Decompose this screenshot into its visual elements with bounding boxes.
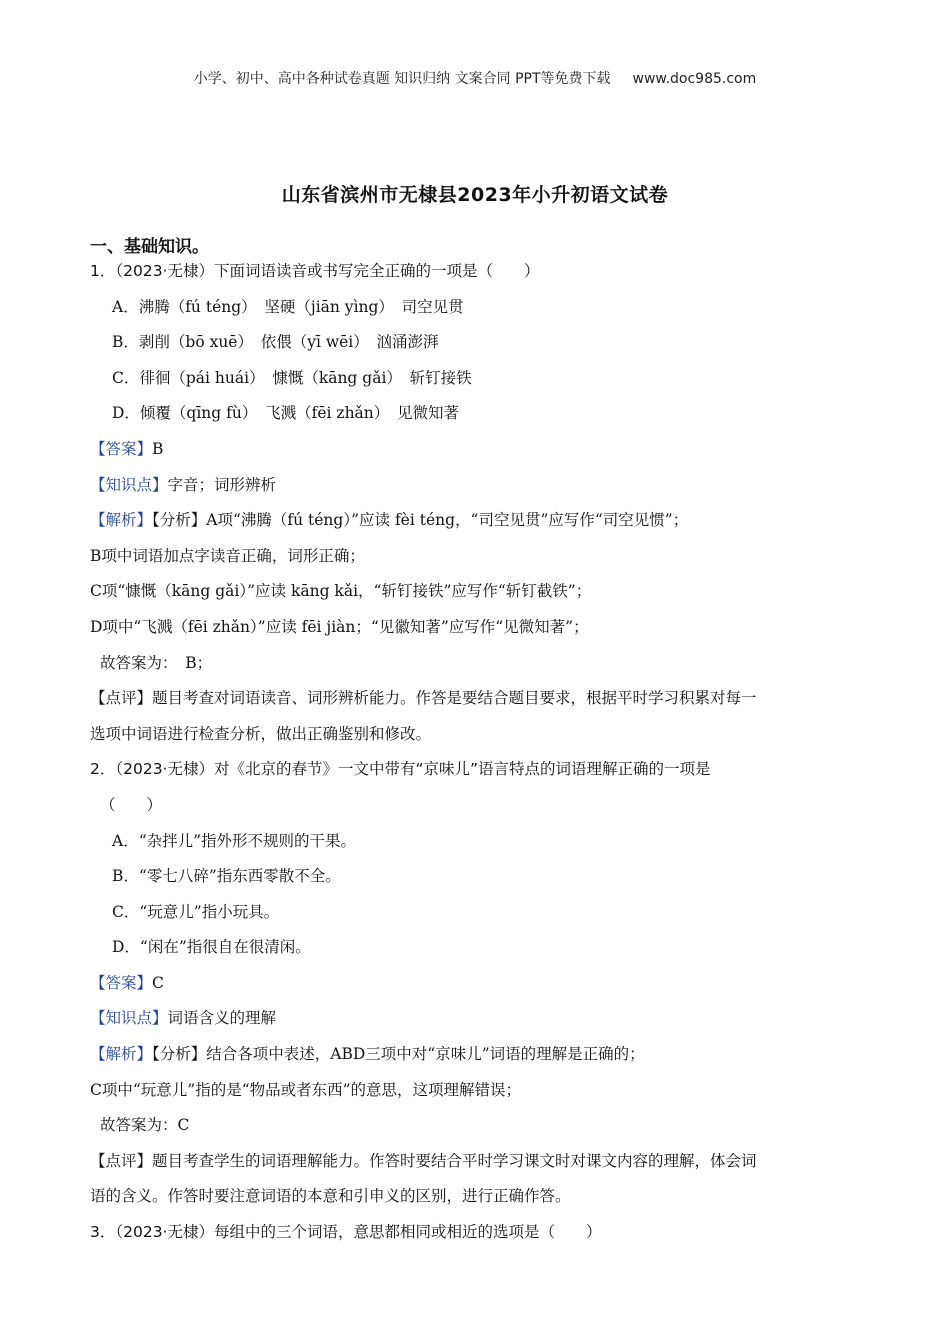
- knowledge-label: 【知识点】: [90, 1009, 168, 1028]
- question-1-option-d: D．倾覆（qīng fù） 飞溅（fēi zhǎn） 见微知著: [112, 404, 460, 423]
- section-heading: 一、基础知识。: [90, 237, 209, 257]
- comment-line: 选项中词语进行检查分析，做出正确鉴别和修改。: [90, 724, 432, 743]
- analysis-line: B项中词语加点字读音正确，词形正确；: [90, 546, 365, 565]
- analysis-label: 【解析】: [90, 511, 153, 530]
- question-1-option-c: C．徘徊（pái huái） 慷慨（kāng gǎi） 斩钉接铁: [112, 368, 472, 387]
- analysis-line: C项中“玩意儿”指的是“物品或者东西”的意思，这项理解错误；: [90, 1080, 522, 1099]
- question-2-knowledge: [90, 1001, 850, 1037]
- question-2-comment: 【点评】题目考查学生的词语理解能力。作答时要结合平时学习课文时对课文内容的理解，体会词: [90, 1151, 757, 1170]
- knowledge-label: 【知识点】: [90, 475, 168, 494]
- header-text: 小学、初中、高中各种试卷真题 知识归纳 文案合同 PPT等免费下载: [193, 71, 611, 87]
- question-1-conclusion: 故答案为： B；: [100, 653, 213, 672]
- question-2-option-d: D．“闲在”指很自在很清闲。: [112, 938, 311, 957]
- question-1-answer: [90, 432, 850, 468]
- question-1-analysis: [90, 503, 850, 539]
- knowledge-value: 字音；词形辨析: [167, 475, 277, 494]
- page-header: [0, 68, 950, 88]
- analysis-text: 【分析】结合各项中表述，ABD三项中对“京味儿”词语的理解是正确的；: [152, 1045, 645, 1064]
- question-2-option-c: C．“玩意儿”指小玩具。: [112, 902, 280, 921]
- question-1-option-b: B．剥削（bō xuē） 依偎（yī wēi） 汹涌澎湃: [112, 333, 439, 352]
- question-2-stem: 2．（2023·无棣）对《北京的春节》一文中带有“京味儿”语言特点的词语理解正确的一项是: [90, 760, 711, 779]
- question-1-option-a: A．沸腾（fú téng） 坚硬（jiān yìng） 司空见贯: [112, 297, 464, 316]
- analysis-line: C项“慷慨（kāng gǎi）”应读 kāng kǎi，“斩钉接铁”应写作“斩钉截铁”；: [90, 582, 592, 601]
- question-2-conclusion: 故答案为：C: [100, 1116, 190, 1135]
- question-2-option-b: B．“零七八碎”指东西零散不全。: [112, 867, 341, 886]
- analysis-line: D项中“飞溅（fēi zhǎn）”应读 fēi jiàn；“见徽知著”应写作“见微知著”；: [90, 617, 589, 636]
- analysis-text: 【分析】A项“沸腾（fú téng）”应读 fèi téng，“司空见贯”应写作“司空见惯”；: [152, 511, 689, 530]
- question-1-comment: 【点评】题目考查对词语读音、词形辨析能力。作答是要结合题目要求，根据平时学习积累对每一: [90, 689, 757, 708]
- answer-value: C: [152, 973, 164, 992]
- question-2-answer: [90, 966, 850, 1002]
- question-2-analysis: [90, 1037, 850, 1073]
- question-1-knowledge: [90, 468, 850, 504]
- page-title: 山东省滨州市无棣县2023年小升初语文试卷: [281, 184, 669, 206]
- answer-label: 【答案】: [90, 973, 153, 992]
- question-3-stem: 3．（2023·无棣）每组中的三个词语，意思都相同或相近的选项是（ ）: [90, 1223, 602, 1242]
- comment-line: 语的含义。作答时要注意词语的本意和引申义的区别，进行正确作答。: [90, 1187, 571, 1206]
- question-2-stem-cont: （ ）: [100, 795, 163, 814]
- question-2-option-a: A．“杂拌儿”指外形不规则的干果。: [112, 831, 357, 850]
- knowledge-value: 词语含义的理解: [167, 1009, 277, 1028]
- exam-content: [90, 254, 850, 1251]
- answer-label: 【答案】: [90, 439, 153, 458]
- header-url[interactable]: www.doc985.com: [632, 71, 757, 87]
- question-1-stem: 1．（2023·无棣）下面词语读音或书写完全正确的一项是（ ）: [90, 262, 540, 280]
- answer-value: B: [152, 439, 164, 458]
- analysis-label: 【解析】: [90, 1045, 153, 1064]
